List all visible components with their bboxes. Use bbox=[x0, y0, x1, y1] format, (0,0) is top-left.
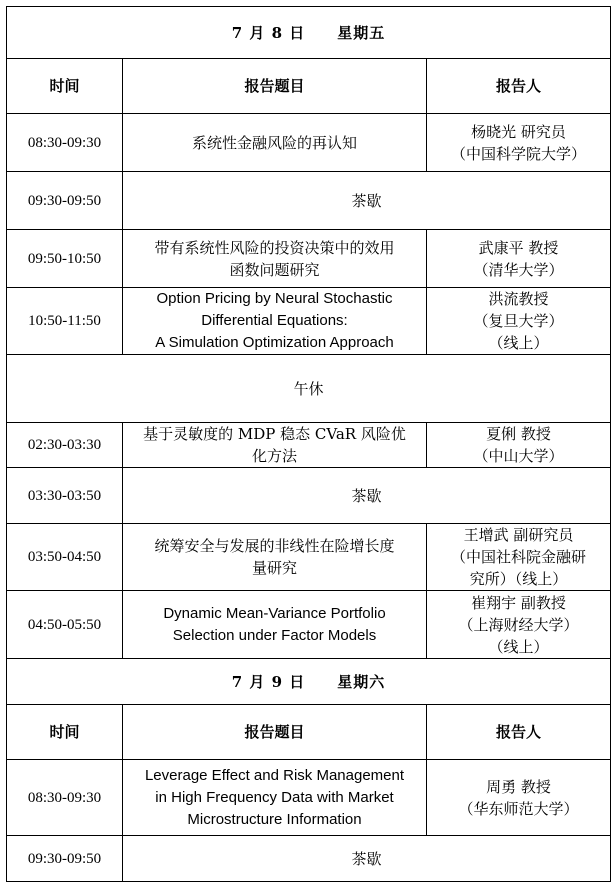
column-header-time: 时间 bbox=[7, 59, 123, 114]
schedule-body bbox=[7, 7, 611, 882]
speaker-line: （中国社科院金融研 bbox=[450, 548, 586, 566]
time-slot: 08:30-09:30 bbox=[7, 760, 123, 836]
column-header-title: 报告题目 bbox=[123, 59, 427, 114]
time-slot: 04:50-05:50 bbox=[7, 591, 123, 659]
speaker-line: （线上） bbox=[488, 334, 549, 352]
talk-title-line: Differential Equations: bbox=[201, 312, 348, 329]
column-header-row bbox=[7, 705, 611, 760]
column-header-title: 报告题目 bbox=[123, 705, 427, 760]
talk-row bbox=[7, 423, 611, 468]
day-header-row bbox=[7, 659, 611, 705]
talk-title-line: 基于灵敏度的 MDP 稳态 CVaR 风险优 bbox=[143, 425, 406, 443]
talk-row bbox=[7, 114, 611, 172]
time-slot: 09:30-09:50 bbox=[7, 172, 123, 230]
talk-row bbox=[7, 524, 611, 591]
break-row bbox=[7, 172, 611, 230]
speaker bbox=[427, 591, 611, 659]
talk-title-line: in High Frequency Data with Market bbox=[155, 788, 394, 806]
speaker bbox=[427, 288, 611, 355]
speaker-line: 杨晓光 研究员 bbox=[471, 122, 566, 141]
time-slot: 08:30-09:30 bbox=[7, 114, 123, 172]
speaker-line: 周勇 教授 bbox=[486, 777, 551, 796]
speaker-line: （中国科学院大学） bbox=[450, 144, 586, 163]
talk-title bbox=[123, 591, 427, 659]
talk-title bbox=[123, 288, 427, 355]
speaker bbox=[427, 760, 611, 836]
schedule-document bbox=[6, 6, 611, 882]
day-header: 7 月 9 日 星期六 bbox=[7, 659, 611, 705]
time-slot: 02:30-03:30 bbox=[7, 423, 123, 468]
speaker-line: （线上） bbox=[488, 637, 549, 656]
talk-title-line: Selection under Factor Models bbox=[172, 626, 377, 644]
time-slot: 10:50-11:50 bbox=[7, 288, 123, 355]
talk-title bbox=[123, 230, 427, 288]
lunch-label: 午休 bbox=[7, 355, 611, 423]
talk-title bbox=[123, 423, 427, 468]
speaker-line: 洪流教授 bbox=[488, 290, 549, 308]
talk-title-line: 量研究 bbox=[251, 559, 297, 577]
speaker-line: 王增武 副研究员 bbox=[463, 526, 574, 544]
column-header-row bbox=[7, 59, 611, 114]
talk-title-line: Leverage Effect and Risk Management bbox=[144, 766, 405, 784]
speaker-line: 夏俐 教授 bbox=[486, 425, 551, 443]
talk-title bbox=[123, 524, 427, 591]
time-slot: 03:50-04:50 bbox=[7, 524, 123, 591]
speaker-line: （中山大学） bbox=[473, 447, 564, 465]
talk-title-line: 带有系统性风险的投资决策中的效用 bbox=[154, 238, 395, 257]
speaker-line: （华东师范大学） bbox=[458, 799, 579, 818]
schedule-table bbox=[6, 6, 611, 882]
talk-title-line: Microstructure Information bbox=[187, 810, 362, 828]
break-label: 茶歇 bbox=[123, 468, 611, 524]
speaker-line: 崔翔宇 副教授 bbox=[471, 593, 566, 612]
talk-title-line: Dynamic Mean-Variance Portfolio bbox=[163, 604, 386, 622]
break-row bbox=[7, 836, 611, 882]
break-label: 茶歇 bbox=[123, 172, 611, 230]
time-slot: 09:30-09:50 bbox=[7, 836, 123, 882]
talk-row bbox=[7, 230, 611, 288]
talk-row bbox=[7, 760, 611, 836]
column-header-speaker: 报告人 bbox=[427, 705, 611, 760]
talk-title-line: 化方法 bbox=[251, 447, 297, 465]
talk-row bbox=[7, 288, 611, 355]
day-header-row bbox=[7, 7, 611, 59]
time-slot: 09:50-10:50 bbox=[7, 230, 123, 288]
talk-title-line: A Simulation Optimization Approach bbox=[155, 334, 394, 351]
break-row bbox=[7, 468, 611, 524]
day-header: 7 月 8 日 星期五 bbox=[7, 7, 611, 59]
speaker bbox=[427, 524, 611, 591]
talk-title bbox=[123, 760, 427, 836]
speaker-line: （复旦大学） bbox=[473, 312, 564, 330]
speaker bbox=[427, 114, 611, 172]
talk-title-line: 系统性金融风险的再认知 bbox=[191, 133, 357, 152]
talk-row bbox=[7, 591, 611, 659]
break-label: 茶歇 bbox=[123, 836, 611, 882]
talk-title bbox=[123, 114, 427, 172]
speaker-line: 武康平 教授 bbox=[478, 238, 559, 257]
speaker-line: 究所）（线上） bbox=[469, 570, 568, 588]
column-header-time: 时间 bbox=[7, 705, 123, 760]
time-slot: 03:30-03:50 bbox=[7, 468, 123, 524]
speaker-line: （清华大学） bbox=[473, 260, 564, 279]
speaker bbox=[427, 230, 611, 288]
talk-title-line: 统筹安全与发展的非线性在险增长度 bbox=[154, 537, 395, 555]
talk-title-line: 函数问题研究 bbox=[229, 260, 320, 279]
lunch-row bbox=[7, 355, 611, 423]
speaker bbox=[427, 423, 611, 468]
speaker-line: （上海财经大学） bbox=[458, 615, 579, 634]
column-header-speaker: 报告人 bbox=[427, 59, 611, 114]
talk-title-line: Option Pricing by Neural Stochastic bbox=[156, 290, 393, 307]
